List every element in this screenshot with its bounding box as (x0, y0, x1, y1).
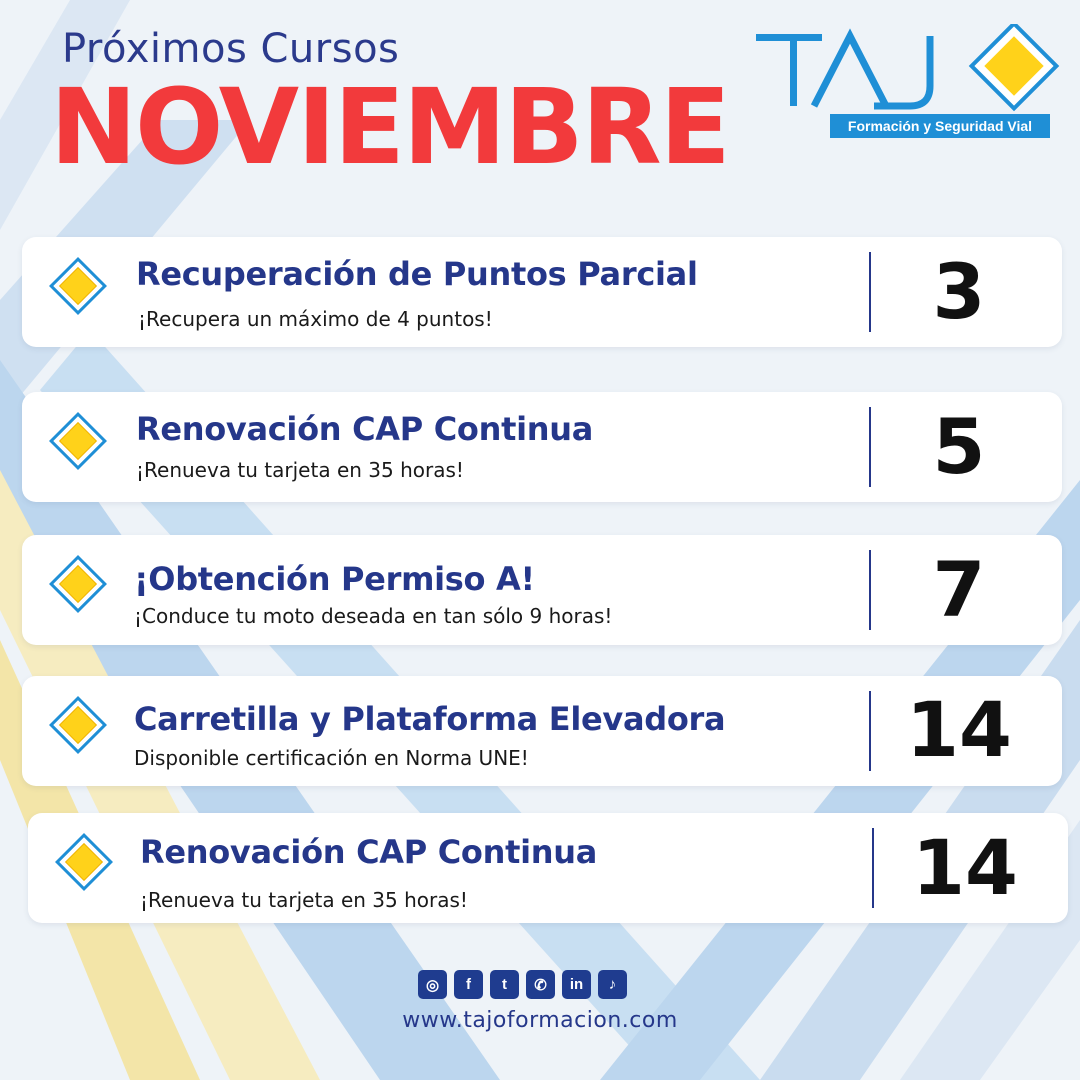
course-day: 5 (932, 402, 986, 491)
website-link[interactable]: www.tajoformacion.com (402, 1008, 678, 1033)
priority-road-sign-icon (48, 411, 108, 471)
course-title: Renovación CAP Continua (136, 410, 594, 448)
whatsapp-icon[interactable]: ✆ (526, 970, 555, 999)
course-day: 7 (932, 545, 986, 634)
course-description: ¡Renueva tu tarjeta en 35 horas! (136, 458, 464, 482)
course-card[interactable] (28, 813, 1068, 923)
tiktok-icon[interactable]: ♪ (598, 970, 627, 999)
course-day: 14 (912, 823, 1018, 912)
linkedin-icon[interactable]: in (562, 970, 591, 999)
course-title: Recuperación de Puntos Parcial (136, 255, 698, 293)
course-title: Carretilla y Plataforma Elevadora (134, 700, 726, 738)
twitter-icon[interactable]: t (490, 970, 519, 999)
instagram-icon[interactable]: ◎ (418, 970, 447, 999)
course-description: ¡Conduce tu moto deseada en tan sólo 9 horas! (134, 604, 613, 628)
course-day: 3 (932, 247, 986, 336)
course-title: ¡Obtención Permiso A! (134, 560, 535, 598)
course-description: ¡Recupera un máximo de 4 puntos! (138, 307, 493, 331)
priority-road-sign-icon (54, 832, 114, 892)
course-description: Disponible certificación en Norma UNE! (134, 746, 529, 770)
course-card[interactable] (22, 392, 1062, 502)
facebook-icon[interactable]: f (454, 970, 483, 999)
page-subtitle: Próximos Cursos (62, 26, 400, 72)
course-card[interactable] (22, 237, 1062, 347)
course-card[interactable] (22, 535, 1062, 645)
brand-tagline: Formación y Seguridad Vial (830, 114, 1050, 138)
priority-road-sign-icon (48, 695, 108, 755)
course-description: ¡Renueva tu tarjeta en 35 horas! (140, 888, 468, 912)
social-links (418, 970, 627, 999)
priority-road-sign-icon (48, 554, 108, 614)
page-title: NOVIEMBRE (50, 66, 729, 188)
course-card[interactable] (22, 676, 1062, 786)
course-day: 14 (906, 685, 1012, 774)
course-title: Renovación CAP Continua (140, 833, 598, 871)
priority-road-sign-icon (48, 256, 108, 316)
